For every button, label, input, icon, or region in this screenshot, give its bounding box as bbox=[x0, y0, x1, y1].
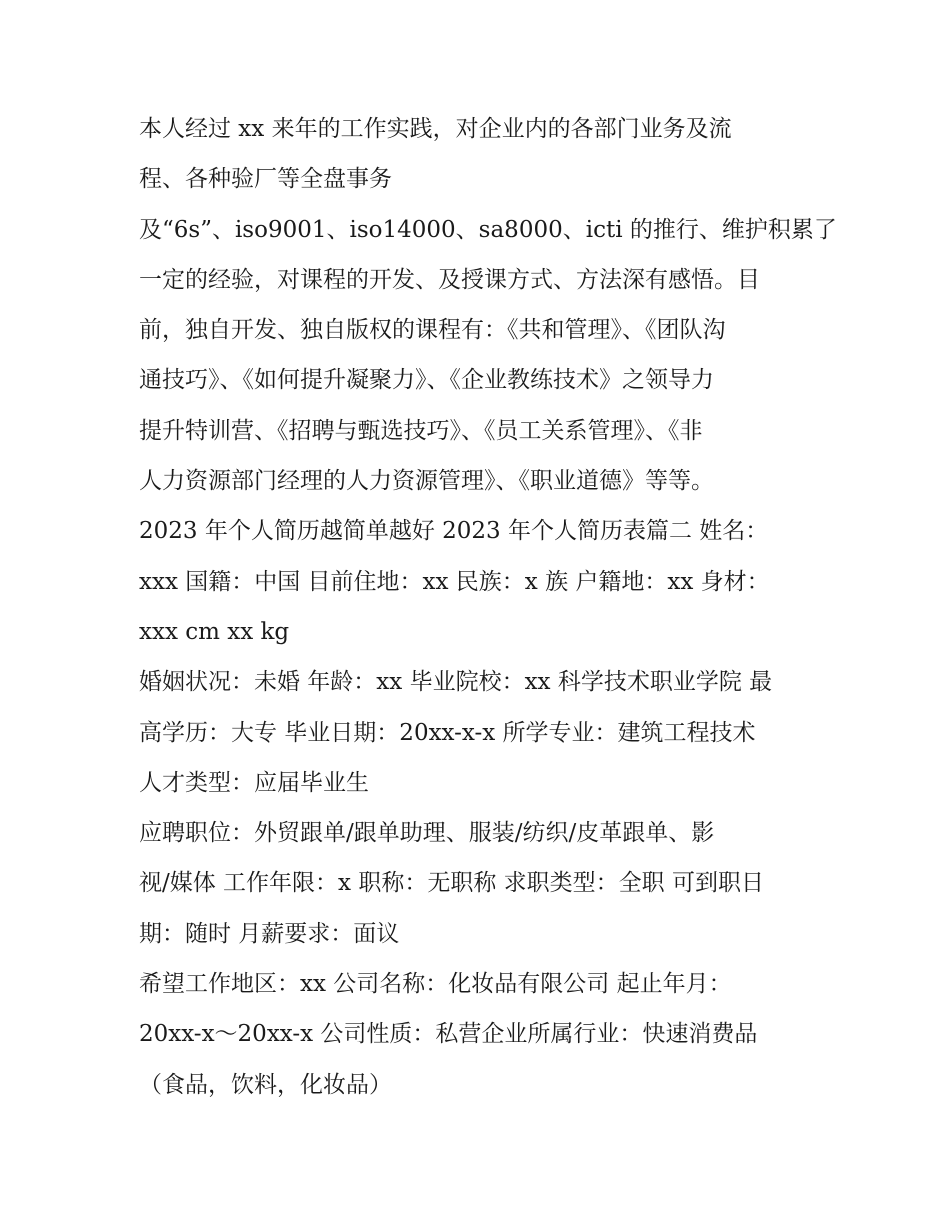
text-line: 希望工作地区：xx 公司名称：化妆品有限公司 起止年月： bbox=[139, 971, 732, 998]
text-line: 通技巧》、《如何提升凝聚力》、《企业教练技术》之领导力 bbox=[139, 367, 714, 394]
text-line: 程、各种验厂等全盘事务 bbox=[139, 166, 392, 193]
text-line: 人力资源部门经理的人力资源管理》、《职业道德》等等。 bbox=[139, 468, 714, 495]
text-line: xxx cm xx kg bbox=[139, 618, 290, 645]
text-line: 一定的经验，对课程的开发、及授课方式、方法深有感悟。目 bbox=[139, 266, 760, 293]
text-line: 人才类型：应届毕业生 bbox=[139, 769, 369, 796]
text-line: 期：随时 月薪要求：面议 bbox=[139, 920, 400, 947]
text-line: 本人经过 xx 来年的工作实践，对企业内的各部门业务及流 bbox=[139, 116, 732, 142]
text-line: 及“6s”、iso9001、iso14000、sa8000、icti 的推行、维护积累了 bbox=[139, 216, 837, 243]
text-line: 婚姻状况：未婚 年龄：xx 毕业院校：xx 科学技术职业学院 最 bbox=[139, 669, 773, 696]
text-line: （食品，饮料，化妆品） bbox=[139, 1071, 392, 1098]
text-line: 应聘职位：外贸跟单/跟单助理、服装/纺织/皮革跟单、影 bbox=[139, 820, 715, 847]
text-line: 前，独自开发、独自版权的课程有：《共和管理》、《团队沟 bbox=[139, 317, 726, 344]
text-line: 高学历：大专 毕业日期：20xx-x-x 所学专业：建筑工程技术 bbox=[139, 719, 756, 746]
text-line: xxx 国籍：中国 目前住地：xx 民族：x 族 户籍地：xx 身材： bbox=[139, 568, 770, 595]
text-line: 视/媒体 工作年限：x 职称：无职称 求职类型：全职 可到职日 bbox=[139, 870, 764, 897]
text-line: 2023 年个人简历越简单越好 2023 年个人简历表篇二 姓名： bbox=[139, 518, 769, 545]
text-line: 20xx-x～20xx-x 公司性质：私营企业所属行业：快速消费品 bbox=[139, 1021, 758, 1048]
document-body bbox=[139, 104, 837, 1110]
text-line: 提升特训营、《招聘与甄选技巧》、《员工关系管理》、《非 bbox=[139, 417, 703, 444]
